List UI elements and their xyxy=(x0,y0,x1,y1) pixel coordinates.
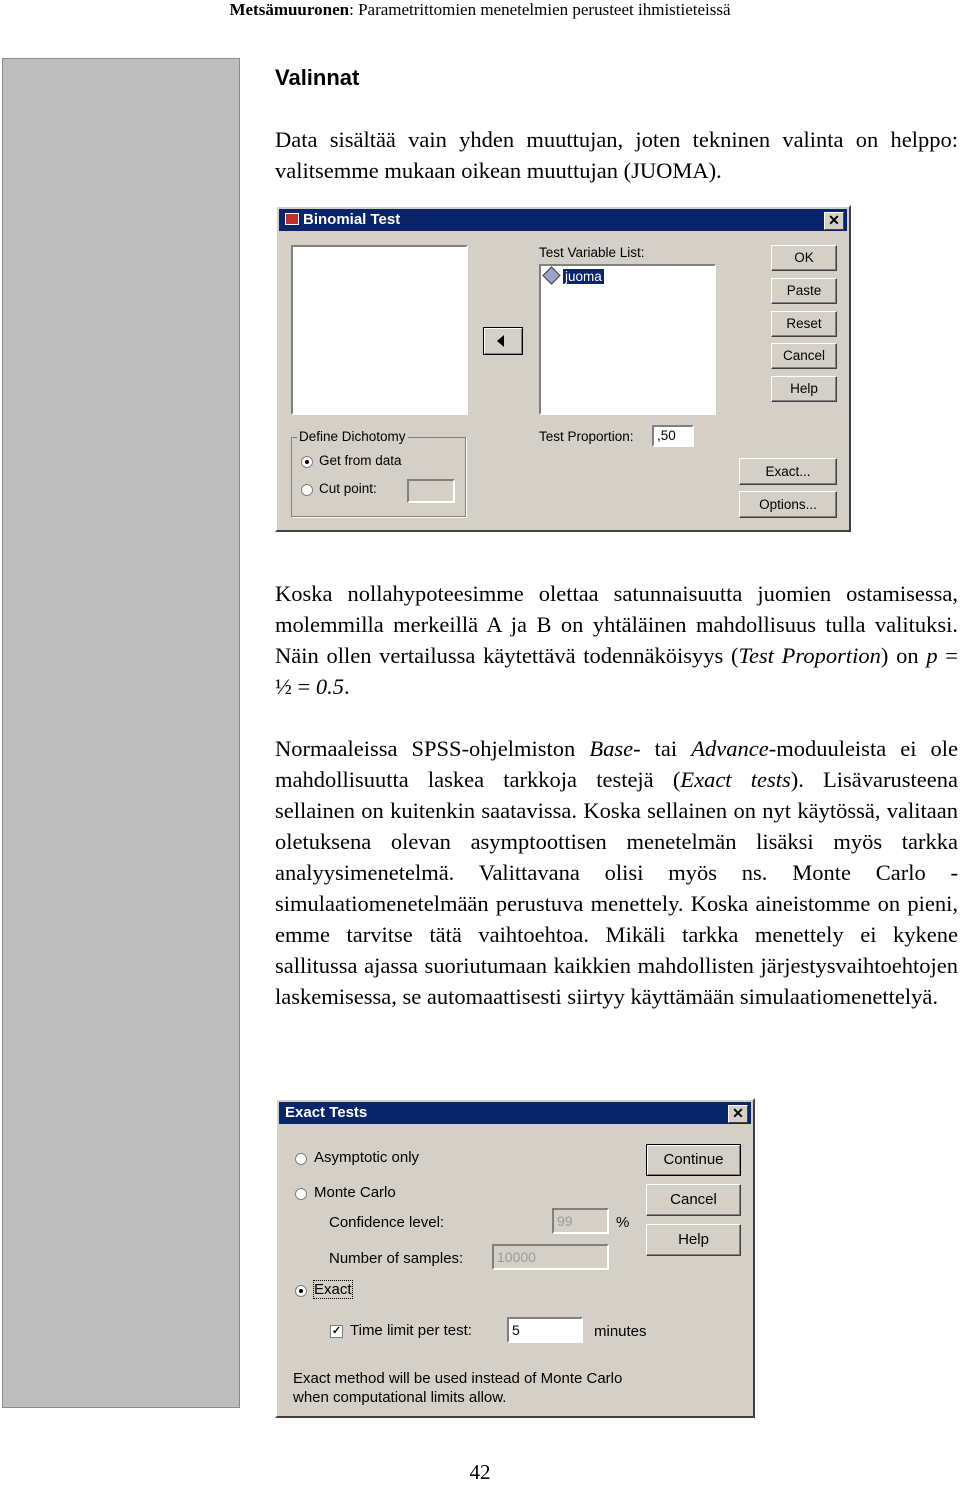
percent-label: % xyxy=(616,1214,630,1231)
time-limit-checkbox[interactable]: ✓ xyxy=(331,1325,342,1337)
monte-carlo-label[interactable]: Monte Carlo xyxy=(314,1184,396,1201)
paste-button[interactable]: Paste xyxy=(771,278,837,304)
para2-text-c: = ½ = xyxy=(275,643,958,699)
left-arrow-icon xyxy=(497,335,504,347)
move-variable-button[interactable] xyxy=(483,327,523,355)
para2-italic-a: Test Proportion xyxy=(738,643,881,668)
para3-italic-c: Exact tests xyxy=(680,767,791,792)
get-from-data-radio[interactable] xyxy=(301,456,313,468)
help-button[interactable]: Help xyxy=(771,376,837,402)
exact-title: Exact Tests xyxy=(285,1104,368,1121)
binomial-test-dialog xyxy=(275,205,851,532)
para2-text-a: Koska nollahypoteesimme olettaa satunnaisuutta juomien ostamisessa, molemmilla merkeillä A ja B on yhtäläinen mahdollisuus tulla valituksi. Näin ollen vertailussa käytettävä todennäköisyys ( xyxy=(275,581,958,668)
page-number: 42 xyxy=(469,1460,491,1484)
running-header xyxy=(0,0,960,20)
asymptotic-only-label[interactable]: Asymptotic only xyxy=(314,1149,420,1166)
para3-text-c: -moduuleista ei ole mahdollisuutta laskea tarkkoja testejä ( xyxy=(275,736,959,792)
cancel-button[interactable]: Cancel xyxy=(646,1184,741,1216)
variable-icon xyxy=(542,266,560,284)
time-limit-field[interactable]: 5 xyxy=(507,1317,583,1343)
exact-note-line1: Exact method will be used instead of Monte Carlo xyxy=(293,1370,623,1387)
exact-note-line2: when computational limits allow. xyxy=(293,1389,507,1406)
exact-titlebar xyxy=(279,1102,751,1124)
test-variable-list[interactable] xyxy=(539,264,716,415)
number-of-samples-field: 10000 xyxy=(492,1244,609,1270)
source-variable-list[interactable] xyxy=(291,245,468,415)
define-dichotomy-group xyxy=(291,437,466,517)
para2-text-d: . xyxy=(343,674,350,699)
time-limit-label[interactable]: Time limit per test: xyxy=(350,1322,472,1339)
exact-tests-paragraph xyxy=(275,733,958,1012)
continue-button[interactable]: Continue xyxy=(646,1144,741,1176)
para3-italic-a: Base xyxy=(589,736,634,761)
ok-button[interactable]: OK xyxy=(771,245,837,271)
cut-point-radio[interactable] xyxy=(301,484,313,496)
define-dichotomy-label: Define Dichotomy xyxy=(299,429,406,444)
confidence-level-field: 99 xyxy=(552,1208,609,1234)
app-icon xyxy=(285,213,299,225)
section-title: Valinnat xyxy=(275,65,360,90)
para3-text-a: Normaaleissa SPSS-ohjelmiston xyxy=(275,736,590,761)
binomial-titlebar xyxy=(279,209,847,231)
test-variable-list-label: Test Variable List: xyxy=(539,245,645,260)
cut-point-label[interactable]: Cut point: xyxy=(319,481,377,496)
exact-radio[interactable] xyxy=(295,1285,307,1297)
para3-text-d: ). Lisävarusteena sellainen on kuitenkin saatavissa. Koska sellainen on nyt käytössä, valitaan oletuksena olevan asymptoottisen menetelmän lisäksi myös tarkka analyysimenetelmä. Valittavana olisi myös ns. Monte Carlo -simulaatiomenetelmään perustuva menettely. Koska aineistomme on pieni, emme tarvitse tätä vaihtoehtoa. Mikäli tarkka menettely ei kykene sallitussa ajassa suoriutumaan kaikkien mahdollisten järjestysvaihtoehtojen laskemisessa, se automaattisesti siirtyy käyttämään simulaatiomenettelyä. xyxy=(275,767,958,1009)
exact-tests-dialog xyxy=(275,1098,755,1418)
test-proportion-label: Test Proportion: xyxy=(539,429,634,444)
binomial-title: Binomial Test xyxy=(303,211,401,228)
left-margin-bar xyxy=(2,58,240,1408)
options-button[interactable]: Options... xyxy=(739,491,837,518)
get-from-data-label[interactable]: Get from data xyxy=(319,453,402,468)
intro-paragraph: Data sisältää vain yhden muuttujan, joten tekninen valinta on helppo: valitsemme mukaan oikean muuttujan (JUOMA). xyxy=(275,127,958,183)
exact-label[interactable]: Exact xyxy=(314,1281,352,1298)
reset-button[interactable]: Reset xyxy=(771,311,837,337)
monte-carlo-radio[interactable] xyxy=(295,1188,307,1200)
cut-point-field xyxy=(407,479,455,503)
close-icon[interactable]: ✕ xyxy=(824,212,844,230)
para2-text-b: ) on xyxy=(880,643,927,668)
cancel-button[interactable]: Cancel xyxy=(771,343,837,369)
para3-italic-b: Advance xyxy=(691,736,769,761)
para3-text-b: - tai xyxy=(633,736,692,761)
proportion-paragraph xyxy=(275,578,958,702)
variable-item-juoma[interactable] xyxy=(545,269,604,285)
help-button[interactable]: Help xyxy=(646,1224,741,1256)
para2-italic-b: p xyxy=(926,643,938,668)
test-proportion-field[interactable]: ,50 xyxy=(652,425,694,447)
minutes-label: minutes xyxy=(594,1323,647,1340)
asymptotic-only-radio[interactable] xyxy=(295,1153,307,1165)
para2-italic-c: 0.5 xyxy=(315,674,344,699)
close-icon[interactable]: ✕ xyxy=(728,1105,748,1123)
variable-name: juoma xyxy=(565,269,602,284)
header-title: : Parametrittomien menetelmien perusteet ihmistieteissä xyxy=(349,0,731,19)
confidence-level-label: Confidence level: xyxy=(329,1214,445,1231)
exact-button[interactable]: Exact... xyxy=(739,458,837,485)
header-author: Metsämuuronen xyxy=(229,0,350,19)
number-of-samples-label: Number of samples: xyxy=(329,1250,464,1267)
